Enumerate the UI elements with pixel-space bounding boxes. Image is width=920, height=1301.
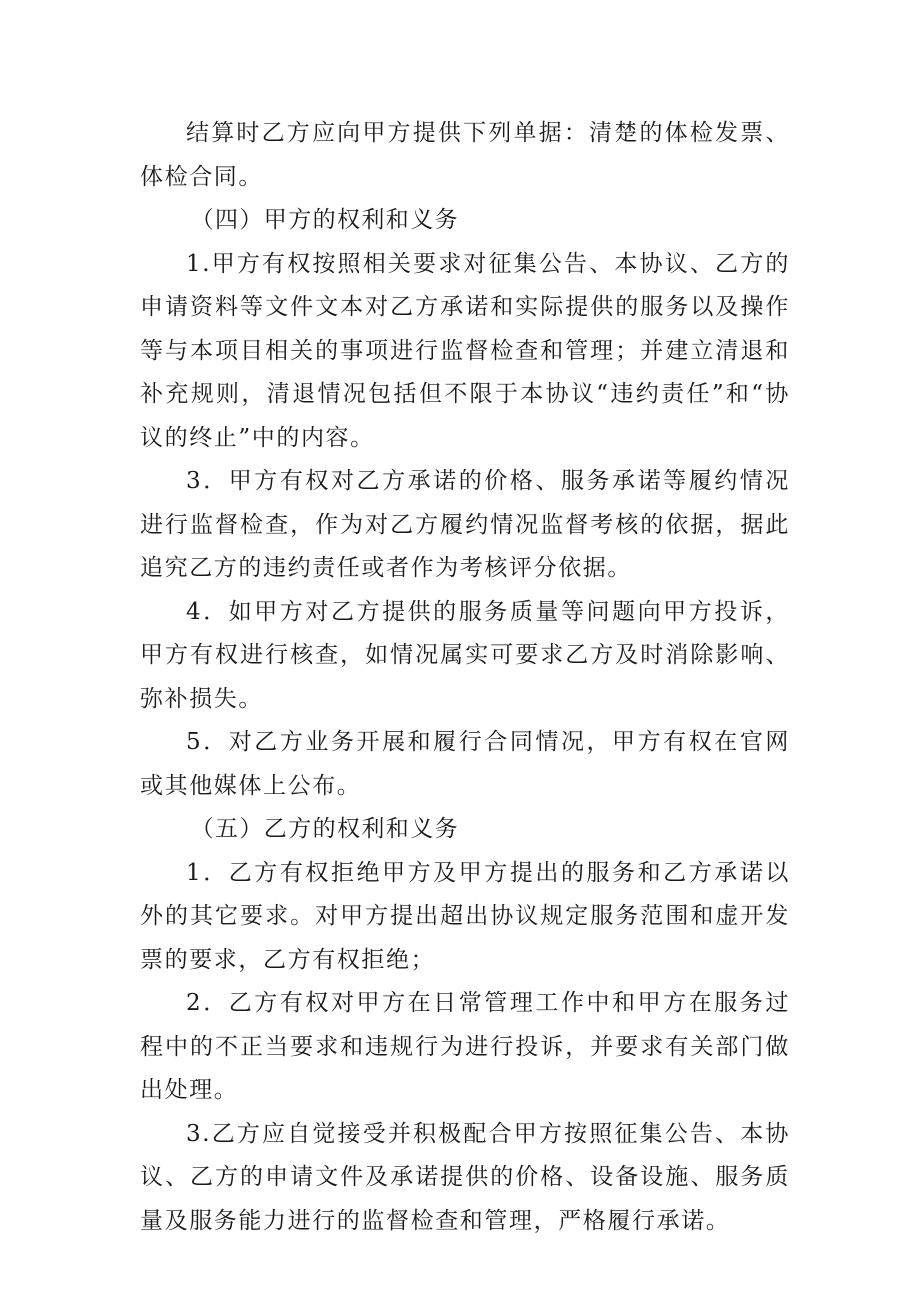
section-heading-party-a-rights: （四）甲方的权利和义务 [190,207,459,233]
section-heading-party-b-rights: （五）乙方的权利和义务 [190,816,459,842]
paragraph-party-a-item-1: 1.甲方有权按照相关要求对征集公告、本协议、乙方的申请资料等文件文本对乙方承诺和实际提供的服务以及操作等与本项目相关的事项进行监督检查和管理；并建立清退和补充规则，清退情况包括但不限于本协议“违约责任”和“协议的终止”中的内容。 [140,250,790,451]
paragraph-settlement-documents: 结算时乙方应向甲方提供下列单据：清楚的体检发票、体检合同。 [140,120,790,190]
paragraph-party-a-item-3: 3．甲方有权对乙方承诺的价格、服务承诺等履约情况进行监督检查，作为对乙方履约情况监督考核的依据，据此追究乙方的违约责任或者作为考核评分依据。 [140,468,790,581]
paragraph-party-b-item-3: 3.乙方应自觉接受并积极配合甲方按照征集公告、本协议、乙方的申请文件及承诺提供的价格、设备设施、服务质量及服务能力进行的监督检查和管理，严格履行承诺。 [140,1120,790,1234]
paragraph-party-a-item-4: 4．如甲方对乙方提供的服务质量等问题向甲方投诉，甲方有权进行核查，如情况属实可要求乙方及时消除影响、弥补损失。 [140,598,790,712]
paragraph-party-b-item-1: 1．乙方有权拒绝甲方及甲方提出的服务和乙方承诺以外的其它要求。对甲方提出超出协议规定服务范围和虚开发票的要求，乙方有权拒绝； [140,859,790,973]
paragraph-party-a-item-5: 5．对乙方业务开展和履行合同情况，甲方有权在官网或其他媒体上公布。 [140,729,790,799]
paragraph-party-b-item-2: 2．乙方有权对甲方在日常管理工作中和甲方在服务过程中的不正当要求和违规行为进行投诉，并要求有关部门做出处理。 [140,990,790,1103]
document-page [140,112,790,1243]
